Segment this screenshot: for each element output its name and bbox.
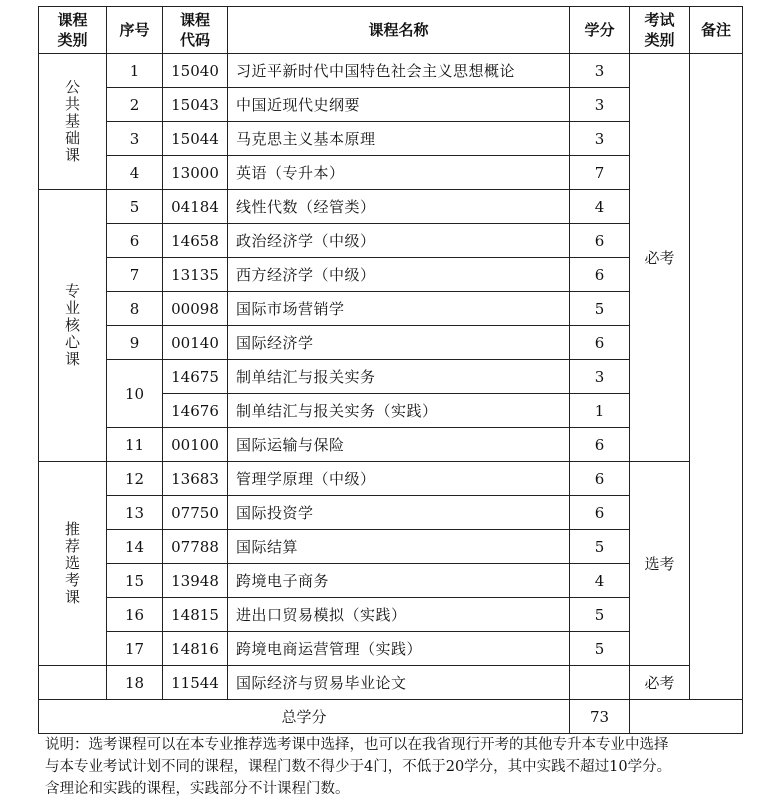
code-cell: 15044 [163,122,228,156]
credit-cell: 6 [570,258,630,292]
seq-cell: 12 [107,462,163,496]
seq-cell: 9 [107,326,163,360]
category-empty-cell [39,666,107,700]
header-credit: 学分 [570,7,630,54]
code-cell: 04184 [163,190,228,224]
code-cell: 00098 [163,292,228,326]
credit-cell: 5 [570,598,630,632]
table-row [39,666,743,700]
code-cell: 07788 [163,530,228,564]
credit-cell: 3 [570,360,630,394]
code-cell: 07750 [163,496,228,530]
credit-cell: 6 [570,428,630,462]
name-cell: 进出口贸易模拟（实践） [228,598,570,632]
seq-cell: 15 [107,564,163,598]
header-row [39,7,743,54]
code-cell: 13948 [163,564,228,598]
credit-cell: 1 [570,394,630,428]
code-cell: 13000 [163,156,228,190]
header-exam-type: 考试 类别 [630,7,690,54]
seq-cell: 8 [107,292,163,326]
code-cell: 14815 [163,598,228,632]
total-empty-cell [630,700,743,734]
credit-cell: 5 [570,632,630,666]
curriculum-table-wrapper [38,6,742,734]
name-cell: 国际投资学 [228,496,570,530]
seq-cell: 10 [107,360,163,428]
table-row [39,462,743,496]
note-line: 说明：选考课程可以在本专业推荐选考课中选择，也可以在我省现行开考的其他专升本专业中选择 [45,737,669,753]
name-cell: 国际市场营销学 [228,292,570,326]
code-cell: 00100 [163,428,228,462]
seq-cell: 2 [107,88,163,122]
seq-cell: 17 [107,632,163,666]
credit-cell: 3 [570,88,630,122]
name-cell: 国际运输与保险 [228,428,570,462]
name-cell: 习近平新时代中国特色社会主义思想概论 [228,54,570,88]
category-elective-label: 推 荐 选 考 课 [64,520,80,606]
table-row [39,54,743,88]
header-remark: 备注 [690,7,743,54]
seq-cell: 7 [107,258,163,292]
code-cell: 14816 [163,632,228,666]
header-code: 课程 代码 [163,7,228,54]
credit-cell: 3 [570,122,630,156]
code-cell: 15043 [163,88,228,122]
total-value: 73 [570,700,630,734]
name-cell: 管理学原理（中级） [228,462,570,496]
credit-cell: 7 [570,156,630,190]
category-public-label: 公 共 基 础 课 [64,78,80,164]
name-cell: 跨境电子商务 [228,564,570,598]
name-cell: 英语（专升本） [228,156,570,190]
seq-cell: 18 [107,666,163,700]
seq-cell: 1 [107,54,163,88]
credit-cell: 6 [570,496,630,530]
code-cell: 14658 [163,224,228,258]
header-seq: 序号 [107,7,163,54]
credit-cell: 3 [570,54,630,88]
name-cell: 国际结算 [228,530,570,564]
name-cell: 制单结汇与报关实务（实践） [228,394,570,428]
code-cell: 11544 [163,666,228,700]
category-core-label: 专 业 核 心 课 [64,282,80,368]
name-cell: 中国近现代史纲要 [228,88,570,122]
name-cell: 线性代数（经管类） [228,190,570,224]
code-cell: 15040 [163,54,228,88]
credit-cell [570,666,630,700]
header-name: 课程名称 [228,7,570,54]
credit-cell: 4 [570,190,630,224]
exam-type-elective-cell: 选考 [630,462,690,666]
name-cell: 国际经济与贸易毕业论文 [228,666,570,700]
name-cell: 跨境电商运营管理（实践） [228,632,570,666]
category-elective-cell [39,462,107,666]
code-cell: 13135 [163,258,228,292]
name-cell: 制单结汇与报关实务 [228,360,570,394]
header-category: 课程 类别 [39,7,107,54]
exam-type-thesis-cell: 必考 [630,666,690,700]
remark-cell [690,54,743,700]
seq-cell: 13 [107,496,163,530]
credit-cell: 6 [570,462,630,496]
seq-cell: 6 [107,224,163,258]
code-cell: 13683 [163,462,228,496]
name-cell: 西方经济学（中级） [228,258,570,292]
code-cell: 00140 [163,326,228,360]
credit-cell: 5 [570,292,630,326]
total-row [39,700,743,734]
note-line: 含理论和实践的课程，实践部分不计课程门数。 [45,781,350,797]
credit-cell: 5 [570,530,630,564]
explanatory-note [45,734,755,800]
seq-cell: 3 [107,122,163,156]
credit-cell: 6 [570,224,630,258]
name-cell: 国际经济学 [228,326,570,360]
credit-cell: 6 [570,326,630,360]
credit-cell: 4 [570,564,630,598]
code-cell: 14676 [163,394,228,428]
name-cell: 马克思主义基本原理 [228,122,570,156]
category-core-cell [39,190,107,462]
seq-cell: 4 [107,156,163,190]
category-public-cell [39,54,107,190]
code-cell: 14675 [163,360,228,394]
seq-cell: 16 [107,598,163,632]
exam-type-required-cell: 必考 [630,54,690,462]
note-line: 与本专业考试计划不同的课程，课程门数不得少于4门，不低于20学分，其中实践不超过10学分。 [45,759,672,775]
name-cell: 政治经济学（中级） [228,224,570,258]
total-label: 总学分 [39,700,570,734]
seq-cell: 14 [107,530,163,564]
curriculum-table [38,6,743,734]
seq-cell: 5 [107,190,163,224]
seq-cell: 11 [107,428,163,462]
